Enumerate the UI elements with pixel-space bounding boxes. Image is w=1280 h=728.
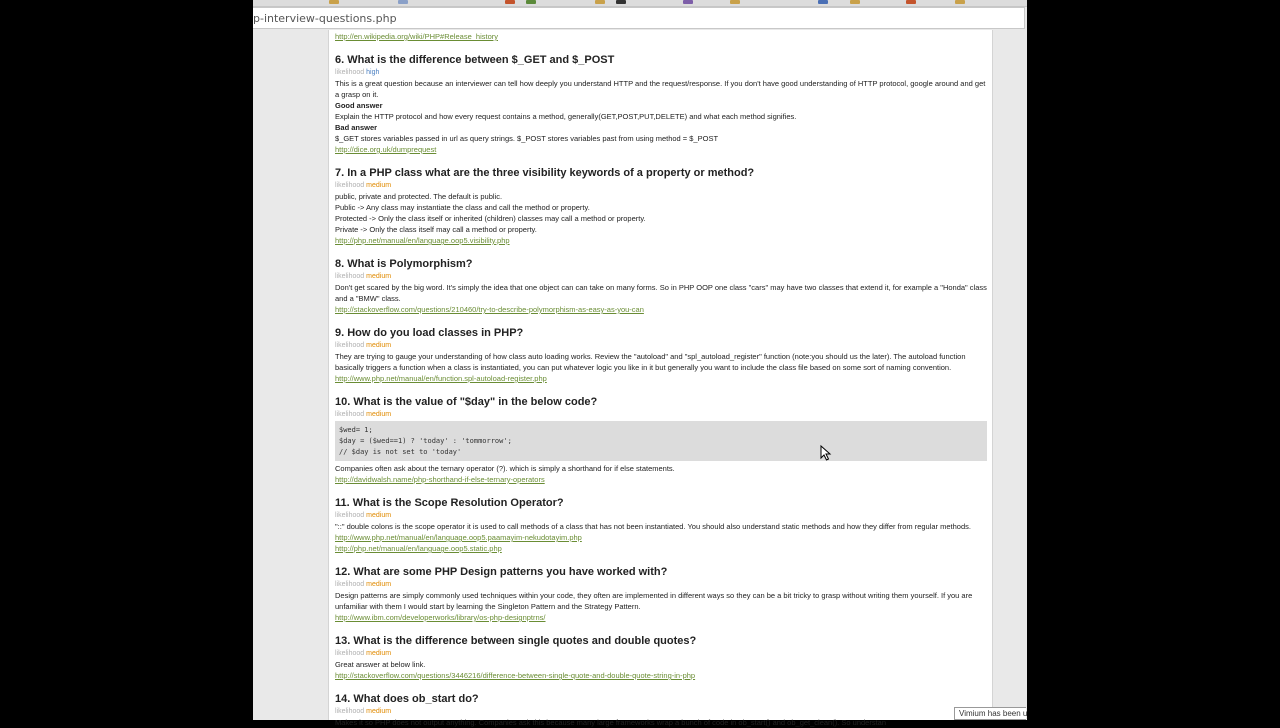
likelihood-row	[335, 707, 987, 717]
question-item	[335, 496, 987, 554]
bad-answer-label: Bad answer	[335, 123, 378, 132]
question-title: 12. What are some PHP Design patterns you have worked with?	[335, 566, 668, 578]
question-item	[335, 395, 987, 485]
answer-text: This is a great question because an interviewer can tell how deeply you understand HTTP and the request/response. If you don't have good understanding of HTTP protocol, google around and get a grasp on it.	[335, 79, 986, 99]
likelihood-row	[335, 511, 987, 521]
question-item	[335, 53, 987, 155]
question-title: 7. In a PHP class what are the three visibility keywords of a property or method?	[335, 167, 755, 179]
bookmark-icon[interactable]	[730, 0, 740, 4]
likelihood-value: medium	[366, 342, 392, 349]
bookmark-icon[interactable]	[818, 0, 828, 4]
bookmark-icon[interactable]	[906, 0, 916, 4]
answer-text: Great answer at below link.	[335, 660, 426, 669]
wikipedia-release-history-link[interactable]: http://en.wikipedia.org/wiki/PHP#Release_history	[335, 32, 498, 41]
mouse-pointer-icon	[820, 445, 832, 461]
likelihood-row	[335, 181, 987, 191]
likelihood-label: likelihood	[335, 650, 365, 657]
bookmark-icon[interactable]	[955, 0, 965, 4]
reference-link[interactable]: http://stackoverflow.com/questions/3446216/difference-between-single-quote-and-double-quote-string-in-php	[335, 671, 696, 680]
question-item	[335, 166, 987, 246]
browser-window	[253, 0, 1028, 727]
reference-link[interactable]: http://php.net/manual/en/language.oop5.visibility.php	[335, 236, 510, 245]
question-list	[335, 53, 987, 728]
answer-text: Design patterns are simply commonly used techniques within your code, they often are implemented in different ways so they can be a bit tricky to grasp without writing them yourself. If you are unfamiliar with them I would start by learning the Singleton Pattern and the Strategy Pattern.	[335, 591, 973, 611]
likelihood-value: medium	[366, 411, 392, 418]
reference-link[interactable]: http://www.php.net/manual/en/language.oop5.paamayim-nekudotayim.php	[335, 533, 582, 542]
reference-link[interactable]: http://dice.org.uk/dumprequest	[335, 145, 437, 154]
likelihood-label: likelihood	[335, 708, 365, 715]
answer-text: Public -> Any class may instantiate the class and call the method or property.	[335, 203, 590, 212]
article	[335, 30, 987, 728]
answer-text: public, private and protected. The default is public.	[335, 192, 503, 201]
reference-link[interactable]: http://www.php.net/manual/en/function.spl-autoload-register.php	[335, 374, 547, 383]
likelihood-label: likelihood	[335, 342, 365, 349]
likelihood-row	[335, 272, 987, 282]
good-answer-label: Good answer	[335, 101, 383, 110]
likelihood-row	[335, 580, 987, 590]
likelihood-value: medium	[366, 273, 392, 280]
bookmark-icon[interactable]	[329, 0, 339, 4]
likelihood-label: likelihood	[335, 411, 365, 418]
answer-text: Don't get scared by the big word. It's simply the idea that one object can can take on many forms. So in PHP OOP one class "cars" may have two classes that extend it, for example a "Honda" class and a "BMW" class.	[335, 283, 987, 303]
question-title: 9. How do you load classes in PHP?	[335, 327, 524, 339]
question-item	[335, 326, 987, 384]
address-bar[interactable]	[253, 7, 1025, 29]
answer-text: Protected -> Only the class itself or inherited (children) classes may call a method or property.	[335, 214, 646, 223]
answer-text: They are trying to gauge your understanding of how class auto loading works. Review the "autoload" and "spl_autoload_register" function (note:you should us the later). The autoload function basically triggers a function when a class is instantiated, you can put whatever logic you like in it but generally you want to include the class file based on some sort of naming convention.	[335, 352, 966, 372]
likelihood-row	[335, 649, 987, 659]
good-answer-text: Explain the HTTP protocol and how every request contains a method, generally(GET,POST,PUT,DELETE) and what each method signifies.	[335, 112, 797, 121]
likelihood-row	[335, 68, 987, 78]
likelihood-label: likelihood	[335, 273, 365, 280]
likelihood-value: high	[366, 69, 380, 76]
likelihood-row	[335, 410, 987, 420]
likelihood-value: medium	[366, 581, 392, 588]
likelihood-label: likelihood	[335, 512, 365, 519]
likelihood-row	[335, 341, 987, 351]
bookmark-icon[interactable]	[616, 0, 626, 4]
likelihood-value: medium	[366, 650, 392, 657]
reference-link[interactable]: http://stackoverflow.com/questions/210460/try-to-describe-polymorphism-as-easy-as-you-can	[335, 305, 644, 314]
bookmark-icon[interactable]	[850, 0, 860, 4]
likelihood-value: medium	[366, 182, 392, 189]
url-text[interactable]: p-interview-questions.php	[253, 12, 397, 25]
code-block: $wed= 1; $day = ($wed==1) ? 'today' : 'tommorrow'; // $day is not set to 'today'	[335, 421, 987, 461]
bookmark-icon[interactable]	[595, 0, 605, 4]
likelihood-label: likelihood	[335, 69, 365, 76]
answer-text: Private -> Only the class itself may call a method or property.	[335, 225, 537, 234]
question-title: 8. What is Polymorphism?	[335, 258, 473, 270]
bad-answer-text: $_GET stores variables passed in url as query strings. $_POST stores variables past from using method = $_POST	[335, 134, 719, 143]
likelihood-label: likelihood	[335, 581, 365, 588]
reference-link[interactable]: http://davidwalsh.name/php-shorthand-if-else-ternary-operators	[335, 475, 545, 484]
question-item	[335, 257, 987, 315]
question-title: 6. What is the difference between $_GET and $_POST	[335, 54, 615, 66]
question-item	[335, 692, 987, 728]
answer-text: Companies often ask about the ternary operator (?). which is simply a shorthand for if else statements.	[335, 464, 675, 473]
answer-text: "::" double colons is the scope operator it is used to call methods of a class that has not been instantiated. You should also understand static methods and how they differ from regular methods.	[335, 522, 971, 531]
question-title: 11. What is the Scope Resolution Operator?	[335, 497, 564, 509]
likelihood-label: likelihood	[335, 182, 365, 189]
question-item	[335, 634, 987, 681]
bookmark-icon[interactable]	[398, 0, 408, 4]
question-title: 13. What is the difference between single quotes and double quotes?	[335, 635, 697, 647]
question-item	[335, 565, 987, 623]
bookmark-icon[interactable]	[683, 0, 693, 4]
question-title: 14. What does ob_start do?	[335, 693, 479, 705]
page-content[interactable]	[328, 30, 993, 727]
answer-text: Makes it so PHP does not output anything. Companies ask this because many large frameworks wrap a bunch of code in ob_start() and ob_get_clean(). So understan	[335, 718, 887, 727]
likelihood-value: medium	[366, 708, 392, 715]
bookmark-icon[interactable]	[526, 0, 536, 4]
bookmark-icon[interactable]	[505, 0, 515, 4]
vimium-status-notice: Vimium has been u	[954, 707, 1026, 720]
bookmarks-bar	[253, 0, 1027, 7]
likelihood-value: medium	[366, 512, 392, 519]
reference-link[interactable]: http://php.net/manual/en/language.oop5.static.php	[335, 544, 502, 553]
question-title: 10. What is the value of "$day" in the below code?	[335, 396, 598, 408]
reference-link[interactable]: http://www.ibm.com/developerworks/library/os-php-designptrns/	[335, 613, 546, 622]
